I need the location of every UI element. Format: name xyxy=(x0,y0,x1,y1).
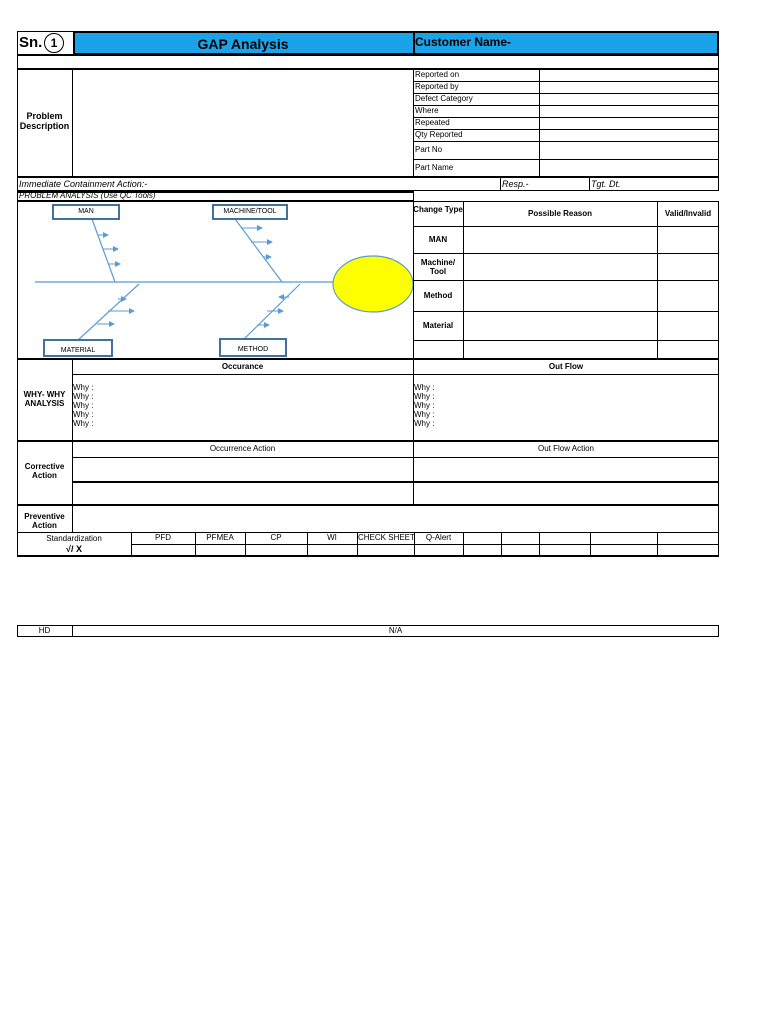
hd-label: HD xyxy=(38,626,51,635)
why-line[interactable]: Why : xyxy=(414,419,435,428)
occurrence-action-header: Occurrence Action xyxy=(209,444,276,453)
fishbone-man-box: MAN xyxy=(52,204,120,220)
analysis-label: PROBLEM ANALYSIS (Use QC Tools) xyxy=(19,191,156,200)
problem-description-label: Problem Description xyxy=(19,111,70,131)
problem-field-value[interactable] xyxy=(540,94,718,105)
problem-field-value[interactable] xyxy=(540,106,718,117)
change-type-cell: MAN xyxy=(428,235,448,244)
why-line[interactable]: Why : xyxy=(414,401,435,410)
problem-field-label: Where xyxy=(415,106,439,115)
change-type-cell xyxy=(413,340,463,359)
why-line[interactable]: Why : xyxy=(414,383,435,392)
problem-field-value[interactable] xyxy=(540,142,718,159)
possible-reason-header: Possible Reason xyxy=(527,209,593,218)
problem-field-label: Reported by xyxy=(415,82,459,91)
problem-field-label: Part Name xyxy=(415,163,454,172)
problem-field-label: Qty Reported xyxy=(415,130,463,139)
why-line[interactable]: Why : xyxy=(414,392,435,401)
standardization-item: WI xyxy=(327,533,337,542)
bone-man xyxy=(92,219,115,282)
why-line[interactable]: Why : xyxy=(73,383,94,392)
change-type-cell: Material xyxy=(422,321,454,330)
valid-invalid-header: Valid/Invalid xyxy=(664,209,712,218)
standardization-label: Standardization xyxy=(46,534,102,543)
sn-label: Sn. xyxy=(19,34,43,51)
sn-number-badge xyxy=(44,33,64,53)
bone-method xyxy=(242,284,300,341)
standardization-item: PFD xyxy=(155,533,171,542)
preventive-section xyxy=(17,505,719,533)
change-type-cell: Machine/ Tool xyxy=(420,257,456,276)
fishbone-machine-box: MACHINE/TOOL xyxy=(212,204,288,220)
why-line[interactable]: Why : xyxy=(73,419,94,428)
problem-field-label: Reported on xyxy=(415,70,460,79)
outflow-header: Out Flow xyxy=(548,362,584,371)
problem-field-value[interactable] xyxy=(540,118,718,129)
containment-label: Immediate Containment Action:- xyxy=(19,179,148,189)
standardization-item: CHECK SHEET xyxy=(358,533,415,542)
problem-field-label: Defect Category xyxy=(415,94,473,103)
occurance-header: Occurance xyxy=(221,362,264,371)
bone-material xyxy=(77,284,139,341)
tgt-date-label: Tgt. Dt. xyxy=(591,179,621,189)
why-line[interactable]: Why : xyxy=(414,410,435,419)
fishbone-diagram xyxy=(17,201,414,359)
page-title: GAP Analysis xyxy=(197,36,289,52)
why-why-label: WHY- WHY ANALYSIS xyxy=(23,390,66,408)
problem-field-value[interactable] xyxy=(540,130,718,141)
why-line[interactable]: Why : xyxy=(73,410,94,419)
standardization-item: PFMEA xyxy=(206,533,234,542)
change-type-cell: Method xyxy=(423,291,453,300)
standardization-item: CP xyxy=(270,533,282,542)
problem-description-area[interactable] xyxy=(73,70,413,176)
preventive-action-label: Preventive Action xyxy=(24,512,65,530)
corrective-action-label: Corrective Action xyxy=(24,462,65,480)
fishbone-material-box: MATERIAL xyxy=(43,339,113,357)
outflow-action-header: Out Flow Action xyxy=(537,444,595,453)
problem-field-value[interactable] xyxy=(540,70,718,81)
resp-label: Resp.- xyxy=(502,179,529,189)
fishbone-head xyxy=(333,256,413,312)
fishbone-method-box: METHOD xyxy=(219,338,287,357)
change-type-header: Change Type xyxy=(413,205,463,214)
customer-name-label: Customer Name- xyxy=(415,35,512,49)
problem-field-value[interactable] xyxy=(540,82,718,93)
problem-field-label: Part No xyxy=(415,145,443,154)
why-line[interactable]: Why : xyxy=(73,392,94,401)
hd-value: N/A xyxy=(388,626,403,635)
problem-field-value[interactable] xyxy=(540,160,718,177)
sn-number: 1 xyxy=(50,36,58,50)
blank-row xyxy=(17,55,719,69)
problem-field-label: Repeated xyxy=(415,118,450,127)
standardization-mark: √/ X xyxy=(66,544,82,554)
standardization-item: Q-Alert xyxy=(425,533,452,542)
why-line[interactable]: Why : xyxy=(73,401,94,410)
